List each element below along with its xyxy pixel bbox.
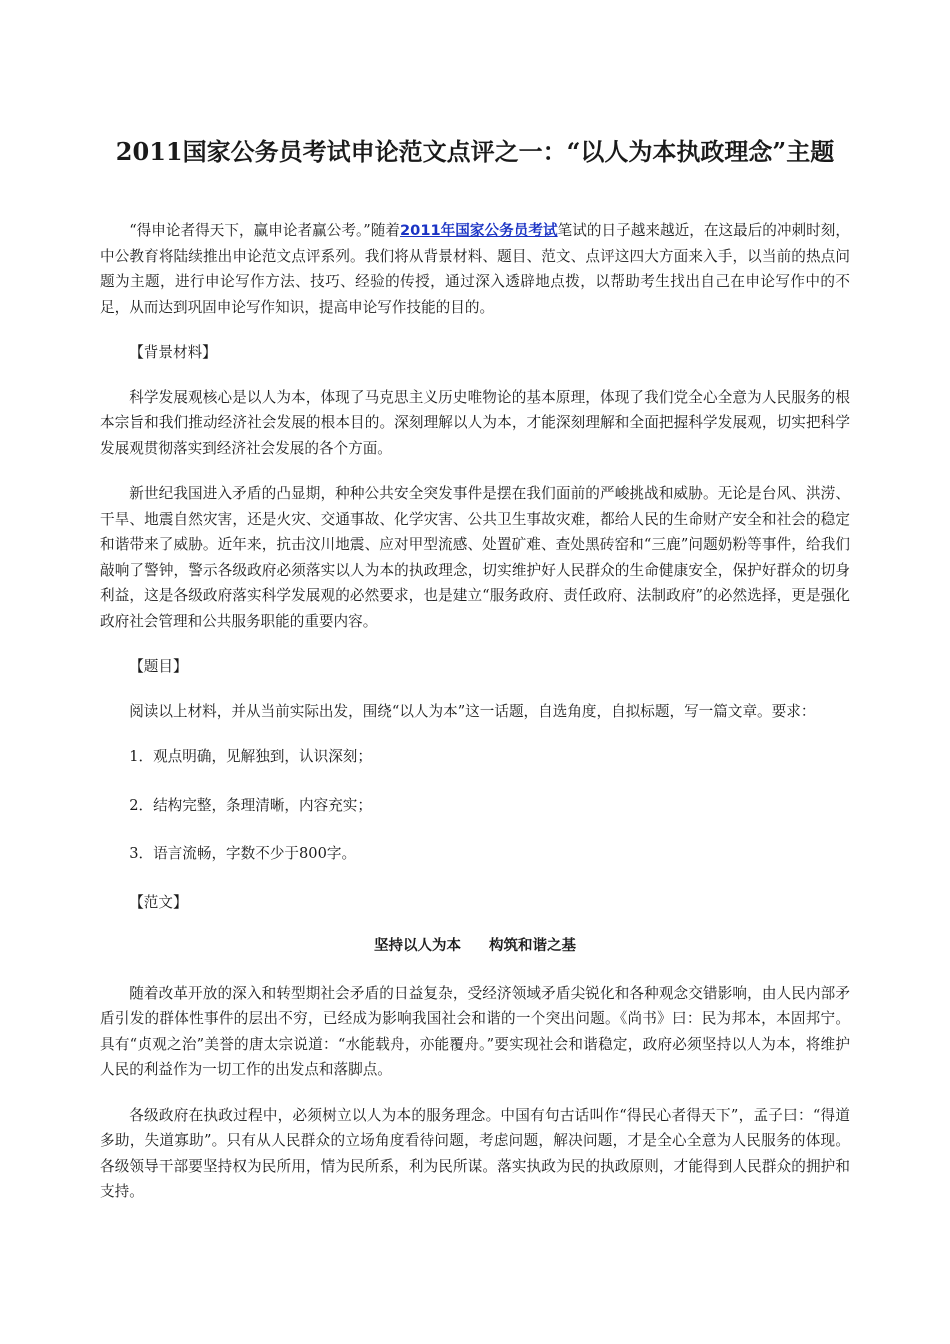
intro-paragraph [100,218,850,320]
essay-title-left: 坚持以人为本 [374,938,461,954]
topic-heading: 【题目】 [129,658,188,675]
essay-title [100,934,850,960]
essay-paragraph-2: 各级政府在执政过程中，必须树立以人为本的服务理念。中国有句古话叫作“得民心者得天下”，孟子曰：“得道多助，失道寡助”。只有从人民群众的立场角度看待问题，考虑问题，解决问题，才是全心全意为人民服务的体现。各级领导干部要坚持权为民所用，情为民所系，利为民所谋。落实执政为民的执政原则，才能得到人民群众的拥护和支持。 [100,1106,850,1200]
background-paragraph-1: 科学发展观核心是以人为本，体现了马克思主义历史唯物论的基本原理，体现了我们党全心全意为人民服务的根本宗旨和我们推动经济社会发展的根本目的。深刻理解以人为本，才能深刻理解和全面把握科学发展观，切实把科学发展观贯彻落实到经济社会发展的各个方面。 [100,388,850,457]
intro-text-before-link: “得申论者得天下，赢申论者赢公考。”随着 [129,222,401,239]
topic-paragraph: 阅读以上材料，并从当前实际出发，围绕“以人为本”这一话题，自选角度，自拟标题，写一篇文章。要求： [129,702,816,720]
essay-title-right: 构筑和谐之基 [489,938,576,954]
document-body [100,218,850,1225]
exam-link[interactable]: 2011年国家公务员考试 [400,222,558,239]
requirement-item: 1．观点明确，见解独到，认识深刻； [129,748,372,765]
background-heading: 【背景材料】 [129,344,217,361]
essay-paragraph-1: 随着改革开放的深入和转型期社会矛盾的日益复杂，受经济领域矛盾尖锐化和各种观念交错影响，由人民内部矛盾引发的群体性事件的层出不穷，已经成为影响我国社会和谐的一个突出问题。《尚书》曰：民为邦本，本固邦宁。具有“贞观之治”美誉的唐太宗说道：“水能载舟，亦能覆舟。”要实现社会和谐稳定，政府必须坚持以人为本，将维护人民的利益作为一切工作的出发点和落脚点。 [100,984,850,1078]
essay-heading: 【范文】 [129,893,188,911]
intro-text-after-link: 笔试的日子越来越近，在这最后的冲刺时刻，中公教育将陆续推出申论范文点评系列。我们将从背景材料、题目、范文、点评这四大方面来入手，以当前的热点问题为主题，进行申论写作方法、技巧、经验的传授，通过深入透辟地点拨，以帮助考生找出自己在申论写作中的不足，从而达到巩固申论写作知识，提高申论写作技能的目的。 [100,222,850,316]
requirement-item: 3．语言流畅，字数不少于800字。 [129,845,357,862]
requirement-item: 2．结构完整，条理清晰，内容充实； [129,796,372,814]
page-title: 2011国家公务员考试申论范文点评之一：“以人为本执政理念”主题 [115,137,835,167]
background-paragraph-2: 新世纪我国进入矛盾的凸显期，种种公共安全突发事件是摆在我们面前的严峻挑战和威胁。无论是台风、洪涝、干旱、地震自然灾害，还是火灾、交通事故、化学灾害、公共卫生事故灾难，都给人民的生命财产安全和社会的稳定和谐带来了威胁。近年来，抗击汶川地震、应对甲型流感、处置矿难、查处黑砖窑和“三鹿”问题奶粉等事件，给我们敲响了警钟，警示各级政府必须落实以人为本的执政理念，切实维护好人民群众的生命健康安全，保护好群众的切身利益，这是各级政府落实科学发展观的必然要求，也是建立“服务政府、责任政府、法制政府”的必然选择，更是强化政府社会管理和公共服务职能的重要内容。 [100,485,850,630]
